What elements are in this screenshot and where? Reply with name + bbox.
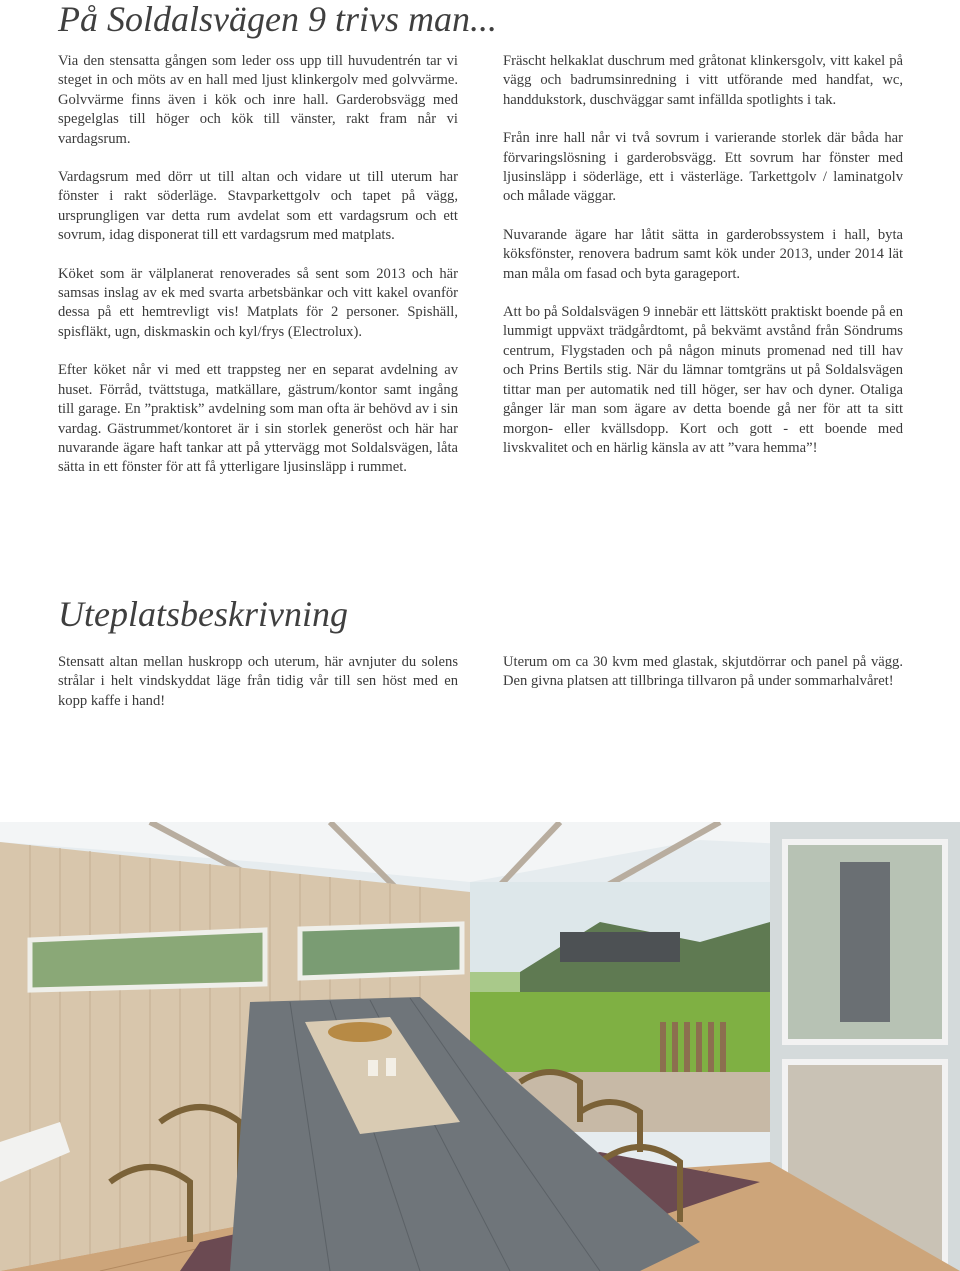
sunroom-dining-photo [0,822,960,1271]
intro-left-column [58,52,458,497]
paragraph: Efter köket når vi med ett trappsteg ner en separat avdelning av huset. Förråd, tvättstuga, matkällare, gästrum/kontor samt ingång till garage. En ”praktisk” avdelning som man ofta är behövd av i sin vardag. Gästrummet/kontoret är i sin storlek generöst och här har nuvarande ägare haft tankar att på yttervägg mot Soldalsvägen, låta sätta in ett fönster för att få ytterligare ljusinsläpp i rummet. [58,362,458,476]
section-title: Uteplatsbeskrivning [58,594,348,634]
outdoor-left-column [58,653,458,730]
paragraph: Från inre hall når vi två sovrum i varierande storlek där båda har förvaringslösning i garderobsvägg. Ett sovrum har fönster med ljusinsläpp i söderläge, ett i västerläge. Tarkettgolv / laminatgolv och målade väggar. [503,130,903,205]
paragraph: Nuvarande ägare har låtit sätta in garderobssystem i hall, byta köksfönster, renovera badrum samt kök under 2013, under 2014 lät man måla om fasad och byta garageport. [503,226,903,282]
paragraph: Fräscht helkaklat duschrum med gråtonat klinkersgolv, vitt kakel på vägg och badrumsinredning i vitt utförande med handfat, wc, handdukstork, duschväggar samt infällda spotlights i tak. [503,53,903,108]
page-title: På Soldalsvägen 9 trivs man... [58,0,497,39]
outdoor-right-column [503,653,903,711]
paragraph: Vardagsrum med dörr ut till altan och vidare ut till uterum har fönster i rakt söderläge. Stavparkettgolv och tapet på vägg, ursprungligen var detta rum avdelat som ett vardagsrum och ett sovrum, idag disponerat till ett vardagsrum med matplats. [58,169,458,244]
paragraph: Att bo på Soldalsvägen 9 innebär ett lättskött praktiskt boende på en lummigt uppväxt trädgårdtomt, på bekvämt avstånd från Söndrums centrum, Flygstaden och på någon minuts promenad ned till hav och Prins Bertils stig. När du lämnar tomtgräns ut på Soldalsvägen tittar man per automatik ned till höger, ser hav och dyner. Otaliga gånger lär man som ägare av detta boende gå ner för att ta sitt morgon- eller kvällsdopp. Kort och gott - ett boende med livskvalitet och en härlig känsla av att ”vara hemma”! [503,304,903,456]
paragraph: Köket som är välplanerat renoverades så sent som 2013 och här samsas inslag av ek med svarta arbetsbänkar och vitt kakel ovanför dessa på ett hemtrevligt vis! Matplats för 2 personer. Spishäll, spisfläkt, ugn, diskmaskin och kyl/frys (Electrolux). [58,265,458,340]
paragraph: Stensatt altan mellan huskropp och uterum, här avnjuter du solens strålar i helt vindskyddat läge från tidig vår till sen höst med en kopp kaffe i hand! [58,654,458,709]
intro-right-column [503,52,903,477]
paragraph: Via den stensatta gången som leder oss upp till huvudentrén tar vi steget in och möts av en hall med ljust klinkergolv med golvvärme. Golvvärme finns även i kök och inre hall. Garderobsvägg med spegelglas till höger och kök till vänster, rakt fram når vi vardagsrum. [58,53,458,147]
paragraph: Uterum om ca 30 kvm med glastak, skjutdörrar och panel på vägg. Den givna platsen att tillbringa tillvaron på under sommarhalvåret! [503,654,903,690]
